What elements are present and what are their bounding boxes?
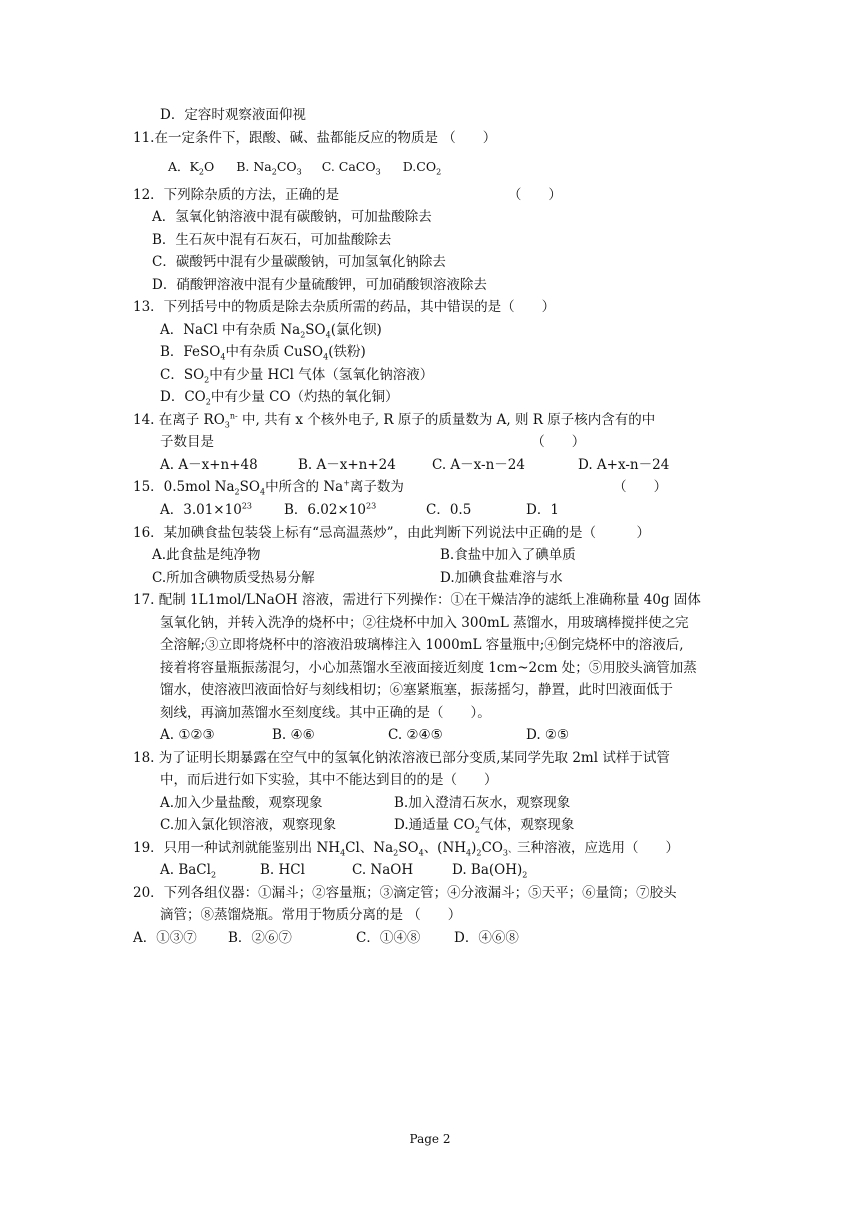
superscript: 23 xyxy=(365,501,377,511)
subscript: 4 xyxy=(325,330,331,340)
option-b: B．②⑥⑦ xyxy=(228,930,292,946)
q12-option-b xyxy=(152,230,391,250)
question-text: 中，而后进行如下实验，其中不能达到目的的是（ ） xyxy=(160,772,498,788)
option-a: A. BaCl xyxy=(160,862,211,878)
q20-options xyxy=(133,928,519,948)
q17-options xyxy=(160,725,569,745)
page-footer xyxy=(0,1132,860,1146)
question-text: 12．下列除杂质的方法，正确的是 （ ） xyxy=(133,187,562,203)
option-b: B. ④⑥ xyxy=(272,727,315,743)
subscript: 3 xyxy=(375,167,381,177)
subscript: 3 xyxy=(224,420,230,430)
question-text: 子数目是 （ ） xyxy=(160,434,586,450)
option-d: D. ②⑤ xyxy=(526,727,570,743)
subscript: 2 xyxy=(234,487,240,497)
subscript: 4 xyxy=(340,848,346,858)
q13-option-c xyxy=(160,365,433,385)
subscript: 2 xyxy=(271,167,277,177)
q19-options xyxy=(160,860,527,880)
option-d: D.CO xyxy=(402,159,437,174)
question-text: ) xyxy=(471,840,477,856)
question-text: 滴管；⑧蒸馏烧瓶。常用于物质分离的是 （ ） xyxy=(160,907,462,923)
superscript: n- xyxy=(229,411,238,421)
option-c: C. ②④⑤ xyxy=(388,727,443,743)
option-text: B．生石灰中混有石灰石，可加盐酸除去 xyxy=(152,232,392,248)
page-number: Page 2 xyxy=(409,1132,451,1146)
option-b: B．6.02×10 xyxy=(284,502,366,518)
q13-option-d xyxy=(160,387,399,407)
question-14-line1 xyxy=(133,410,655,430)
subscript: 2 xyxy=(205,397,211,407)
q13-option-a xyxy=(160,320,382,340)
option-c: C. CaCO xyxy=(321,159,376,174)
subscript: 2 xyxy=(476,848,482,858)
option-a: A. A－x+n+48 xyxy=(160,457,258,473)
option-c: C. A－x-n－24 xyxy=(432,457,525,473)
option-a: A．K xyxy=(168,159,199,174)
subscript: 2 xyxy=(198,167,204,177)
subscript: 3 xyxy=(502,848,509,858)
question-12 xyxy=(133,185,562,205)
option-text: C．SO xyxy=(160,367,205,383)
question-18-line2 xyxy=(160,770,498,790)
subscript: 2 xyxy=(522,870,528,880)
q12-option-c xyxy=(152,252,446,272)
subscript: 2 xyxy=(474,825,480,835)
question-text: 15．0.5mol Na xyxy=(133,479,235,495)
option-c: C. NaOH xyxy=(352,862,414,878)
question-13 xyxy=(133,297,555,317)
question-16 xyxy=(133,523,650,543)
q16-options-row1 xyxy=(152,545,576,565)
question-19 xyxy=(133,838,679,858)
superscript: 23 xyxy=(241,501,252,511)
option-text: D．硝酸钾溶液中混有少量硫酸钾，可加硝酸钡溶液除去 xyxy=(152,277,487,293)
question-text: Cl、Na xyxy=(345,840,394,856)
question-text: 20．下列各组仪器：①漏斗；②容量瓶；③滴定管；④分液漏斗；⑤天平；⑥量筒；⑦胶头 xyxy=(133,885,677,901)
question-text: 19．只用一种试剂就能鉴别出 NH xyxy=(133,840,341,856)
q14-options xyxy=(160,455,669,475)
option-d: D．④⑥⑧ xyxy=(454,930,519,946)
subscript: 4 xyxy=(466,848,472,858)
subscript: 2 xyxy=(393,848,399,858)
option-c: C.所加含碘物质受热易分解 xyxy=(152,570,315,586)
question-11 xyxy=(133,128,496,148)
subscript: 4 xyxy=(418,848,424,858)
q16-options-row2 xyxy=(152,568,563,588)
option-d: D.通适量 CO xyxy=(394,817,475,833)
option-a: A. ①②③ xyxy=(160,727,215,743)
option-text: D．CO xyxy=(160,389,206,405)
q11-options xyxy=(168,157,441,177)
question-text: SO xyxy=(398,840,419,856)
question-text: SO xyxy=(239,479,260,495)
question-text: 馏水，使溶液凹液面恰好与刻线相切；⑥塞紧瓶塞，振荡摇匀，静置，此时凹液面低于 xyxy=(160,682,673,698)
question-text: 离子数为 （ ） xyxy=(349,479,668,495)
option-b: B. Na xyxy=(236,159,272,174)
question-17-line6 xyxy=(160,703,491,723)
question-14-line2 xyxy=(160,432,585,452)
option-b-rest: CO xyxy=(276,159,297,174)
question-17-line1 xyxy=(133,590,701,610)
question-text: 中, 共有 x 个核外电子, R 原子的质量数为 A, 则 R 原子核内含有的中 xyxy=(242,412,656,428)
subscript: 2 xyxy=(436,167,442,177)
question-15 xyxy=(133,477,667,497)
q15-options xyxy=(160,500,559,520)
option-c: C．0.5 xyxy=(426,502,472,518)
option-d: D. Ba(OH) xyxy=(452,862,523,878)
subscript: 2 xyxy=(300,330,306,340)
question-18-line1 xyxy=(133,748,670,768)
question-text: 全溶解;③立即将烧杯中的溶液沿玻璃棒注入 1000mL 容量瓶中;④倒完烧杯中的溶液后, xyxy=(160,637,684,653)
subscript: 4 xyxy=(259,487,266,497)
question-text: 14. 在离子 RO xyxy=(133,412,225,428)
option-d-rest: 气体，观察现象 xyxy=(479,817,575,833)
question-text: 17. 配制 1L1mol/LNaOH 溶液，需进行下列操作：①在干燥洁净的滤纸上准确称量 40g 固体 xyxy=(133,592,701,608)
option-d: D．1 xyxy=(526,502,559,518)
question-text: 18. 为了证明长期暴露在空气中的氢氧化钠浓溶液已部分变质,某同学先取 2ml 试样于试管 xyxy=(133,750,670,766)
question-17-line5 xyxy=(160,680,673,700)
q13-option-b xyxy=(160,342,366,362)
option-c: C．①④⑧ xyxy=(356,930,421,946)
question-text: 16．某加碘食盐包装袋上标有“忌高温蒸炒”，由此判断下列说法中正确的是（ ） xyxy=(133,525,650,541)
subscript: 4 xyxy=(323,352,329,362)
option-d: D.加碘食盐难溶与水 xyxy=(440,570,563,586)
question-text: 中所含的 Na xyxy=(265,479,344,495)
q10-option-d xyxy=(160,105,306,125)
q18-options-row2 xyxy=(160,815,574,835)
option-text: 中有少量 HCl 气体（氢氧化钠溶液） xyxy=(209,367,434,383)
question-17-line4 xyxy=(160,658,697,678)
option-text: (铁粉) xyxy=(328,344,366,360)
option-text: (氯化钡) xyxy=(330,322,382,338)
option-a: A.加入少量盐酸，观察现象 xyxy=(160,795,323,811)
subscript: 2 xyxy=(204,375,210,385)
option-text: A．NaCl 中有杂质 Na xyxy=(160,322,301,338)
option-text: B．FeSO xyxy=(160,344,221,360)
option-text: C．碳酸钙中混有少量碳酸钠，可加氢氧化钠除去 xyxy=(152,254,446,270)
question-20-line1 xyxy=(133,883,677,903)
option-b: B.食盐中加入了碘单质 xyxy=(440,547,576,563)
question-text: 三种溶液，应选用（ ） xyxy=(517,840,680,856)
question-text: 11.在一定条件下，跟酸、碱、盐都能反应的物质是 （ ） xyxy=(133,130,497,146)
question-text: 13．下列括号中的物质是除去杂质所需的药品，其中错误的是（ ） xyxy=(133,299,556,315)
option-d: D. A+x-n－24 xyxy=(578,457,670,473)
option-text: SO xyxy=(305,322,326,338)
superscript: + xyxy=(343,478,350,488)
question-text: 刻线，再滴加蒸馏水至刻度线。其中正确的是（ ）。 xyxy=(160,705,491,721)
question-text: 接着将容量瓶振荡混匀，小心加蒸馏水至液面接近刻度 1cm~2cm 处；⑤用胶头滴管加蒸 xyxy=(160,660,697,676)
option-a: A.此食盐是纯净物 xyxy=(152,547,261,563)
option-text: 中有少量 CO（灼热的氧化铜） xyxy=(210,389,399,405)
option-c: C.加入氯化钡溶液，观察现象 xyxy=(160,817,337,833)
option-a: A．①③⑦ xyxy=(133,930,197,946)
option-b: B. A－x+n+24 xyxy=(298,457,396,473)
separator: 、 xyxy=(508,845,518,855)
option-text: D．定容时观察液面仰视 xyxy=(160,107,306,123)
question-17-line2 xyxy=(160,613,689,633)
question-text: 氢氧化钠，并转入洗净的烧杯中；②往烧杯中加入 300mL 蒸馏水，用玻璃棒搅拌使之完 xyxy=(160,615,689,631)
subscript: 3 xyxy=(296,167,302,177)
subscript: 2 xyxy=(210,870,217,880)
option-text: A．氢氧化钠溶液中混有碳酸钠，可加盐酸除去 xyxy=(152,209,432,225)
option-text: 中有杂质 CuSO xyxy=(225,344,324,360)
q12-option-a xyxy=(152,207,432,227)
option-b: B. HCl xyxy=(260,862,305,878)
q12-option-d xyxy=(152,275,487,295)
question-17-line3 xyxy=(160,635,684,655)
q18-options-row1 xyxy=(160,793,570,813)
subscript: 4 xyxy=(220,352,226,362)
option-a: A．3.01×10 xyxy=(160,502,242,518)
question-20-line2 xyxy=(160,905,461,925)
question-text: 、(NH xyxy=(423,840,467,856)
option-a-rest: O xyxy=(203,159,215,174)
option-b: B.加入澄清石灰水，观察现象 xyxy=(394,795,571,811)
question-text: CO xyxy=(481,840,503,856)
